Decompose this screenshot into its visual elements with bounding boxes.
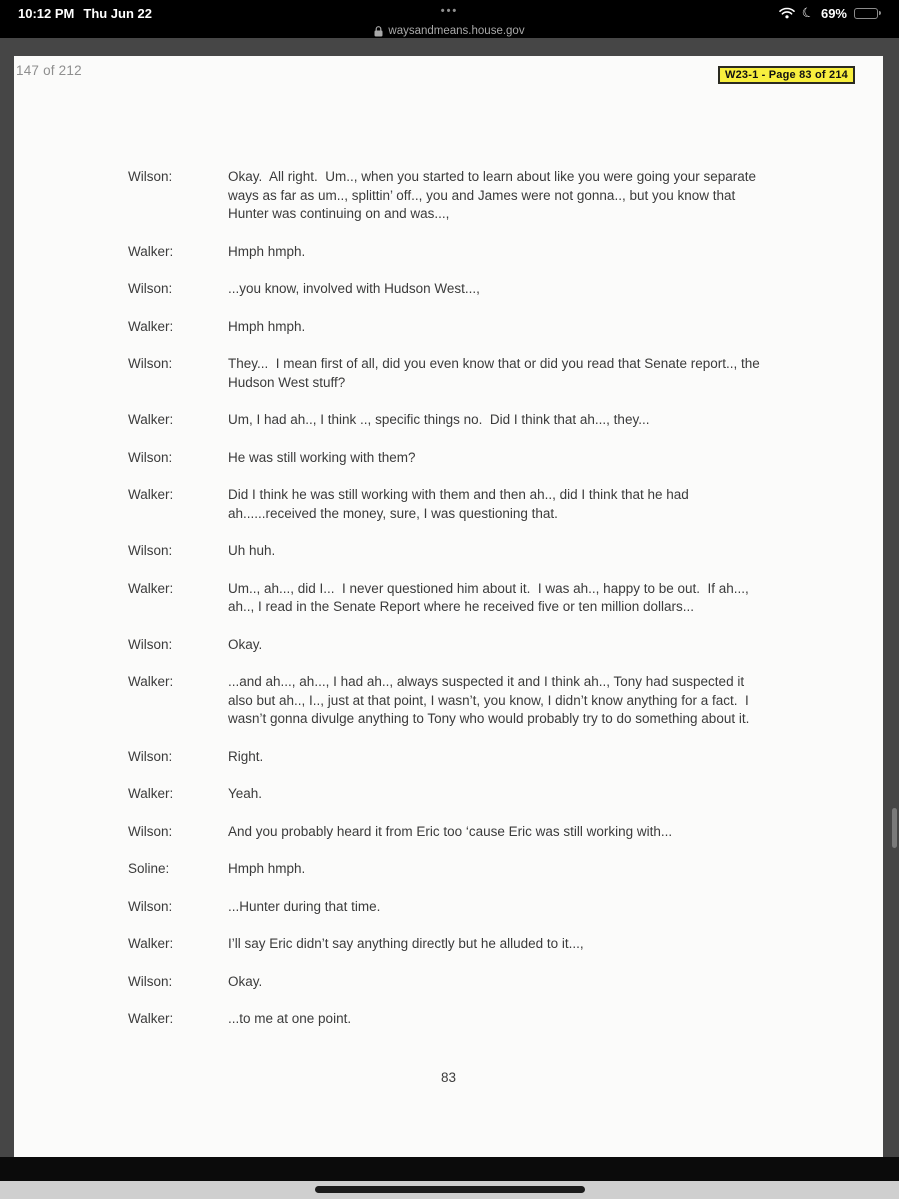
speaker-label: Walker: — [128, 412, 174, 427]
speaker-label: Wilson: — [128, 281, 173, 296]
transcript-entry — [128, 1010, 765, 1029]
transcript-entry — [128, 486, 765, 523]
transcript-entry — [128, 748, 765, 767]
transcript-entry — [128, 823, 765, 842]
speech-text: Hmph hmph. — [228, 318, 306, 334]
transcript-entry — [128, 280, 765, 299]
status-date: Thu Jun 22 — [83, 5, 152, 21]
speaker-label: Wilson: — [128, 356, 173, 371]
speech-text: And you probably heard it from Eric too ‘cause Eric was still working with... — [228, 823, 673, 839]
speaker-label: Walker: — [128, 580, 174, 596]
status-time: 10:12 PM — [18, 5, 75, 21]
speaker-label: Wilson: — [128, 543, 173, 558]
url-text: waysandmeans.house.gov — [388, 25, 525, 37]
speaker-label: Walker: — [128, 674, 174, 689]
speech-text: Yeah. — [228, 786, 263, 801]
speaker-label: Wilson: — [128, 973, 173, 989]
speech-text: Okay. — [228, 973, 263, 989]
page-indicator: 147 of 212 — [16, 63, 82, 78]
transcript-entry — [128, 636, 765, 655]
speaker-label: Walker: — [128, 243, 174, 259]
speaker-label: Wilson: — [128, 169, 173, 184]
scrollbar-thumb[interactable] — [892, 808, 897, 848]
speech-text: They... I mean first of all, did you even know that or did you read that Senate report.., the Hudson West stuff? — [228, 356, 764, 390]
speaker-label: Wilson: — [128, 636, 173, 652]
speech-text: He was still working with them? — [228, 449, 416, 465]
speech-text: ...and ah..., ah..., I had ah.., always suspected it and I think ah.., Tony had suspected it also but ah.., I.., just at that point, I wasn’t, you know, I didn’t know anything for a fact. I wasn’t gonna divulge anything to Tony who would probably try to do something about it. — [228, 674, 753, 726]
speaker-label: Walker: — [128, 786, 174, 801]
page-number: 83 — [440, 1070, 457, 1085]
transcript-entry — [128, 673, 765, 729]
transcript-entry — [128, 168, 765, 224]
speaker-label: Soline: — [128, 861, 170, 876]
transcript-entry — [128, 785, 765, 804]
speech-text: Hmph hmph. — [228, 861, 306, 876]
transcript-entry — [128, 935, 765, 954]
speech-text: Okay. — [228, 636, 263, 652]
home-strip — [0, 1181, 899, 1199]
speech-text: Hmph hmph. — [228, 243, 306, 259]
transcript-entry — [128, 411, 765, 430]
speech-text: Okay. All right. Um.., when you started to learn about like you were going your separate ways as far as um.., splittin’ off.., you and James were not gonna.., but you know that Hunter was continuing on and was..., — [228, 169, 760, 221]
speaker-label: Walker: — [128, 318, 174, 334]
home-indicator[interactable] — [315, 1186, 585, 1193]
transcript-entry — [128, 860, 765, 879]
speaker-label: Wilson: — [128, 898, 173, 914]
speaker-label: Walker: — [128, 936, 174, 951]
transcript-entry — [128, 580, 765, 617]
transcript-entry — [128, 318, 765, 337]
focus-moon-icon: ☾ — [799, 3, 817, 22]
multitasking-dots[interactable]: ••• — [440, 5, 459, 17]
speech-text: ...Hunter during that time. — [228, 898, 381, 914]
transcript-entry — [128, 449, 765, 468]
address-bar[interactable] — [0, 23, 899, 39]
document-page — [14, 56, 883, 1157]
bottom-toolbar — [0, 1157, 899, 1181]
speaker-label: Wilson: — [128, 748, 173, 764]
transcript-entry — [128, 243, 765, 262]
transcript-entry — [128, 973, 765, 992]
transcript-entry — [128, 542, 765, 561]
speaker-label: Wilson: — [128, 823, 173, 839]
speech-text: Did I think he was still working with them and then ah.., did I think that he had ah......received the money, sure, I was questioning that. — [228, 487, 693, 521]
speaker-label: Wilson: — [128, 449, 173, 465]
pdf-viewer — [0, 38, 899, 1199]
exhibit-tag: W23-1 - Page 83 of 214 — [718, 66, 855, 84]
battery-percent: 69% — [820, 5, 847, 21]
speech-text: Um, I had ah.., I think .., specific things no. Did I think that ah..., they... — [228, 412, 650, 427]
speaker-label: Walker: — [128, 487, 174, 502]
speaker-label: Walker: — [128, 1011, 174, 1026]
speech-text: I’ll say Eric didn’t say anything directly but he alluded to it..., — [228, 936, 584, 951]
transcript — [128, 168, 765, 1048]
speech-text: Um.., ah..., did I... I never questioned him about it. I was ah.., happy to be out. If ah..., ah.., I read in the Senate Report where he received five or ten million dollars... — [228, 580, 753, 614]
transcript-entry — [128, 355, 765, 392]
speech-text: ...you know, involved with Hudson West..., — [228, 281, 480, 296]
status-bar — [0, 0, 899, 38]
transcript-entry — [128, 898, 765, 917]
lock-icon — [374, 26, 383, 37]
speech-text: Uh huh. — [228, 543, 276, 558]
speech-text: Right. — [228, 748, 264, 764]
speech-text: ...to me at one point. — [228, 1011, 352, 1026]
status-bar-top-row — [0, 0, 899, 23]
